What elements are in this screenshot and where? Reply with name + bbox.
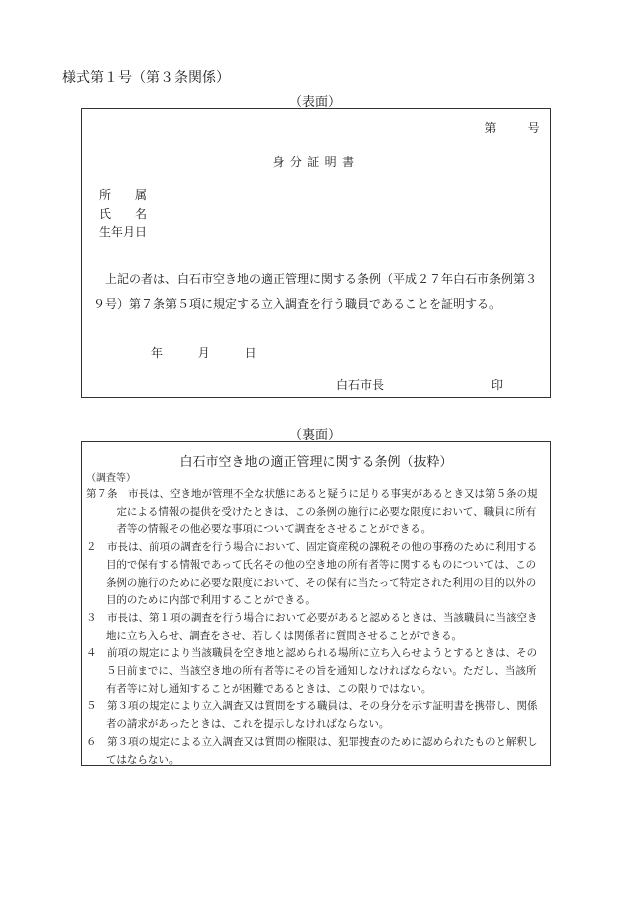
field-dob-label: 生年月日 [99,225,148,239]
article-item: ４ 前項の規定により当該職員を空き地と認められる場所に立ち入らせようとするときは、その５日前までに、当該空き地の所有者等にその旨を通知しなければならない。ただし、当該所有者等に対し通知することが困難であるときは、この限りではない。 [86,647,538,695]
form-title: 様式第１号（第３条関係） [62,70,230,86]
certificate-body: 上記の者は、白石市空き地の適正管理に関する条例（平成２７年白石市条例第３９号）第７条第５項に規定する立入調査を行う職員であることを証明する。 [93,272,538,311]
article-list [86,486,546,769]
ordinance-title: 白石市空き地の適正管理に関する条例（抜粋） [179,455,453,470]
front-side-label: （表面） [288,95,341,110]
certificate-title: 身分証明書 [272,155,360,169]
article-item: ３ 市長は、第１項の調査を行う場合において必要があると認めるときは、当該職員に当該空き地に立ち入らせ、調査をさせ、若しくは関係者に質問させることができる。 [86,611,538,642]
article-item: 第７条 市長は、空き地が管理不全な状態にあると疑うに足りる事実があるとき又は第５条の規定による情報の提供を受けたときは、この条例の施行に必要な限度において、職員に所有者等の情報その他必要な事項について調査をさせることができる。 [86,488,538,536]
issuer-name: 白石市長 [336,378,385,392]
issue-date: 年 月 日 [151,346,261,360]
back-side-label: （裏面） [288,428,341,443]
back-side-box [81,441,551,766]
article-item: ６ 第３項の規定による立入調査又は質問の権限は、犯罪捜査のために認められたものと解釈してはならない。 [86,735,538,766]
front-side-box [81,108,551,398]
article-item: ２ 市長は、前項の調査を行う場合において、固定資産税の課税その他の事務のために利用する目的で保有する情報であって氏名その他の空き地の所有者等に関するものについては、この条例の施行のために必要な限度において、その保有に当たって特定された利用の目的以外の目的のために内部で利用することができる。 [86,541,538,607]
article-heading: （調査等） [86,473,136,484]
article-item: ５ 第３項の規定により立入調査又は質問をする職員は、その身分を示す証明書を携帯し、関係者の請求があったときは、これを提示しなければならない。 [86,700,538,731]
field-name-label: 氏 名 [99,207,148,221]
field-dept-label: 所 属 [99,188,148,202]
seal-mark: 印 [491,378,504,392]
certificate-number: 第 号 [484,121,542,135]
